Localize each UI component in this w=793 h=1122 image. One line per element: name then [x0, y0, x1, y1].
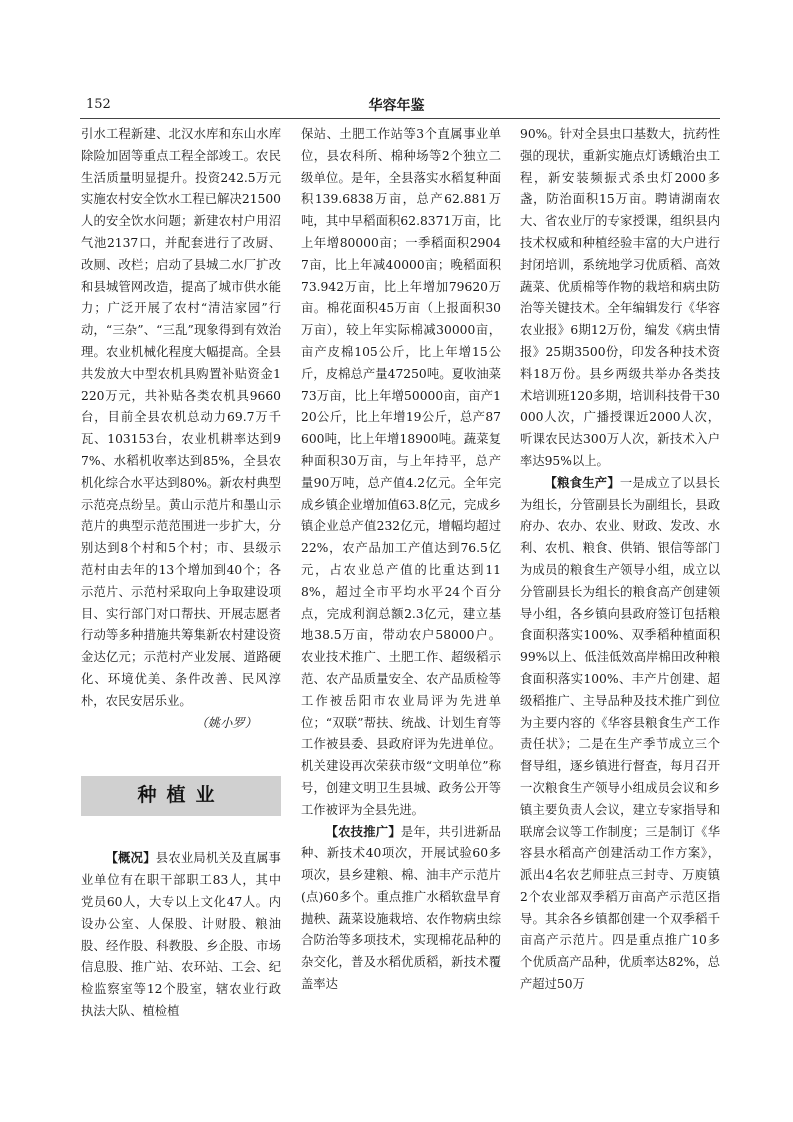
section-title: 种植业	[137, 784, 225, 807]
column-left	[81, 124, 281, 1023]
paragraph-tech-promotion	[301, 822, 501, 996]
overview-heading: 【概况】	[105, 851, 156, 866]
grain-production-text: 一是成立了以县长为组长，分管副县长为副组长，县政府办、农办、农业、财政、发改、水利、农机、粮食、供销、银信等部门为成员的粮食生产领导小组，成立以分管副县长为组长的粮食高产创建领导小组，各乡镇向县政府签订包括粮食面积落实100%、双季稻种植面积99%以上、低洼低效高岸棉田改种粮食面积落实100%、丰产片创建、超级稻推广、主导品种及技术推广到位为主要内容的《华容县粮食生产工作责任状》；二是在生产季节成立三个督导组，逐乡镇进行督查，每月召开一次粮食生产领导小组成员会议和乡镇主要负责人会议，建立专家指导和联席会议等工作制度；三是制订《华容县水稻高产创建活动工作方案》，派出4名农艺师驻点三封寺、万庾镇2个农业部双季稻万亩高产示范区指导。其余各乡镇都创建一个双季稻千亩高产示范片。四是重点推广10多个优质高产品种，优质率达82%，总产超过50万	[520, 475, 720, 992]
grain-production-heading: 【粮食生产】	[544, 475, 620, 490]
section-heading	[81, 776, 281, 816]
paragraph-tech-promotion-continued: 90%。针对全县虫口基数大，抗药性强的现状，重新实施点灯诱蛾治虫工程，新安装频振式杀虫灯2000多盏，防治面积15万亩。聘请湖南农大、省农业厅的专家授课，组织县内技术权威和种植经验丰富的大户进行封闭培训，系统地学习优质稻、高效蔬菜、优质棉等作物的栽培和病虫防治等关键技术。全年编辑发行《华容农业报》6期12万份，编发《病虫情报》25期3500份，印发各种技术资料18万份。县乡两级共举办各类技术培训班120多期，培训科技骨干30000人次，广播授课近2000人次，听课农民达300万人次，新技术入户率达95%以上。	[520, 127, 720, 468]
column-right	[520, 124, 720, 996]
author-signature: （姚小罗）	[195, 715, 257, 730]
paragraph-grain-production	[520, 473, 720, 996]
tech-promotion-heading: 【农技推广】	[325, 824, 401, 839]
paragraph-overview	[81, 848, 281, 1022]
column-middle	[301, 124, 501, 996]
header-rule	[80, 118, 720, 119]
running-title: 华容年鉴	[368, 98, 425, 114]
paragraph-rural-development: 引水工程新建、北汉水库和东山水库除险加固等重点工程全部竣工。农民生活质量明显提升。投资242.5万元实施农村安全饮水工程已解决21500人的安全饮水问题；新建农村户用沼气池2137口，并配套进行了改厨、改厕、改栏；启动了县城二水厂扩改和县城管网改造，提高了城市供水能力；广泛开展了农村“清洁家园”行动，“三杂”、“三乱”现象得到有效治理。农业机械化程度大幅提高。全县共发放大中型农机具购置补贴资金1220万元，共补贴各类农机具9660台，目前全县农机总动力69.7万千瓦、103153台，农业机耕率达到97%、水稻机收率达到85%，全县农机化综合水平达到80%。新农村典型示范亮点纷呈。黄山示范片和墨山示范片的典型示范范围进一步扩大，分别达到8个村和5个村；市、县级示范村由去年的13个增加到40个；各示范片、示范村采取向上争取建设项目、实行部门对口帮扶、开展志愿者行动等多种措施共筹集新农村建设资金达亿元；示范村产业发展、道路硬化、环境优美、条件改善、民风淳朴，农民安居乐业。	[81, 127, 281, 708]
paragraph-overview-continued: 保站、土肥工作站等3个直属事业单位，县农科所、棉种场等2个独立二级单位。是年，全县落实水稻复种面积139.6838万亩，总产62.881万吨，其中早稻面积62.8371万亩，比上年增80000亩；一季稻面积29047亩，比上年减40000亩；晚稻面积73.942万亩，比上年增加79620万亩。棉花面积45万亩（上报面积30万亩），较上年实际棉减30000亩，亩产皮棉105公斤，比上年增15公斤，皮棉总产量47250吨。夏收油菜73万亩，比上年增50000亩，亩产120公斤，比上年增19公斤，总产87600吨，比上年增18900吨。蔬菜复种面积30万亩，与上年持平，总产量90万吨，总产值4.2亿元。全年完成乡镇企业增加值63.8亿元，完成乡镇企业总产值232亿元，增幅均超过22%，农产品加工产值达到76.5亿元，占农业总产值的比重达到118%，超过全市平均水平24个百分点，完成利润总额2.3亿元，建立基地38.5万亩，带动农户58000户。农业技术推广、土肥工作、超级稻示范、农产品质量安全、农产品质检等工作被岳阳市农业局评为先进单位；“双联”帮扶、统战、计划生育等工作被县委、县政府评为先进单位。机关建设再次荣获市级“文明单位”称号，创建文明卫生县城、政务公开等工作被评为全县先进。	[301, 127, 501, 817]
overview-text: 县农业局机关及直属事业单位有在职干部职工83人，其中党员60人，大专以上文化47人。内设办公室、人保股、计财股、粮油股、经作股、科教股、乡企股、市场信息股、推广站、农环站、工会、纪检监察室等12个股室，辖农业行政执法大队、植检植	[81, 851, 281, 1018]
page-number: 152	[86, 97, 111, 112]
tech-promotion-text: 是年，共引进新品种、新技术40项次，开展试验60多项次，县乡建粮、棉、油丰产示范片(点)60多个。重点推广水稻软盘旱育抛秧、蔬菜设施栽培、农作物病虫综合防治等多项技术，实现棉花品种的杂交化，普及水稻优质稻，新技术覆盖率达	[301, 824, 501, 992]
